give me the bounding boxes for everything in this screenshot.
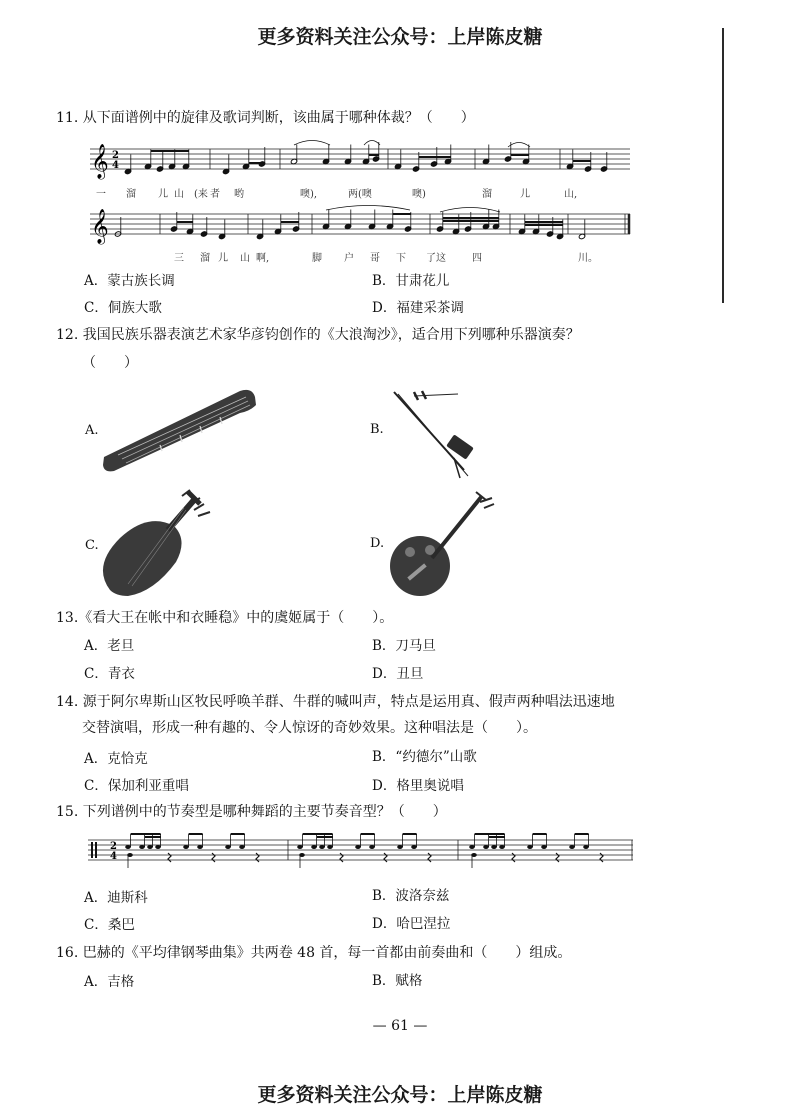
slur <box>364 141 380 146</box>
note-head <box>469 845 475 849</box>
lyric-syllable: (来 <box>194 189 208 200</box>
note-head <box>541 845 547 849</box>
question-16-text: 16. 巴赫的《平均律钢琴曲集》共两卷 48 首，每一首都由前奏曲和（ ）组成。 <box>56 945 572 961</box>
lyric-syllable: 山 <box>174 189 184 200</box>
q11-option-c: C．侗族大歌 <box>84 300 162 316</box>
note-head <box>155 845 161 849</box>
rest <box>512 853 515 862</box>
rest <box>168 853 171 862</box>
rest <box>212 853 215 862</box>
rest <box>384 853 387 862</box>
note-head <box>411 845 417 849</box>
lyric-syllable: 三 <box>174 253 184 264</box>
note-head <box>483 845 489 849</box>
lyric-syllable: 脚 <box>312 253 322 264</box>
rest <box>428 853 431 862</box>
slur <box>294 141 330 146</box>
header-banner: 更多资料关注公众号：上岸陈皮糖 <box>257 26 543 48</box>
slur <box>326 206 410 211</box>
lyric-syllable: 溜 <box>200 253 210 264</box>
q11-option-b: B．甘肃花儿 <box>372 273 450 289</box>
q13-option-b: B．刀马旦 <box>372 638 436 654</box>
q14-option-b: B．“约德尔”山歌 <box>372 749 477 765</box>
question-11-text: 11. 从下面谱例中的旋律及歌词判断，该曲属于哪种体裁？（ ） <box>56 110 475 126</box>
q14-option-d: D．格里奥说唱 <box>372 778 464 794</box>
lyric-syllable: 四 <box>472 253 482 264</box>
page-number: — 61 — <box>372 1018 428 1034</box>
lyric-syllable: 啊, <box>256 253 270 264</box>
margin-line <box>722 28 724 303</box>
footer-banner: 更多资料关注公众号：上岸陈皮糖 <box>257 1084 543 1106</box>
q15-option-a: A．迪斯科 <box>84 890 148 906</box>
rest <box>256 853 259 862</box>
q16-option-a: A．吉格 <box>84 974 135 990</box>
time-signature-bottom: 4 <box>110 851 117 862</box>
note-head <box>369 845 375 849</box>
note-head <box>225 845 231 849</box>
lyric-syllable: 户 <box>344 253 354 264</box>
q13-option-d: D．丑旦 <box>372 666 424 682</box>
note-head <box>197 845 203 849</box>
question-14-line-2: 交替演唱，形成一种有趣的、令人惊讶的奇妙效果。这种唱法是（ ）。 <box>82 720 537 736</box>
lyric-syllable: 了这 <box>426 253 446 264</box>
lyric-syllable: 溜 <box>482 189 492 200</box>
note-head <box>491 845 497 849</box>
lyric-syllable: 一 <box>96 189 106 200</box>
q12-option-d-label: D. <box>370 536 385 551</box>
treble-clef: 𝄞 <box>91 144 109 179</box>
pipa-image <box>98 488 228 598</box>
lyric-syllable: 儿 <box>520 189 530 200</box>
q15-option-d: D．哈巴涅拉 <box>372 916 451 932</box>
question-12-paren: （ ） <box>82 355 138 371</box>
erhu-image <box>388 388 488 486</box>
question-12-text: 12. 我国民族乐器表演艺术家华彦钧创作的《大浪淘沙》，适合用下列哪种乐器演奏？ <box>56 327 580 343</box>
note-head <box>397 845 403 849</box>
q14-option-c: C．保加利亚重唱 <box>84 778 189 794</box>
question-14-line-1: 14. 源于阿尔卑斯山区牧民呼唤羊群、牛群的喊叫声，特点是运用真、假声两种唱法迅速地 <box>56 694 615 710</box>
slur <box>508 143 530 148</box>
time-signature-top: 2 <box>110 841 117 852</box>
lyric-syllable: 山 <box>240 253 250 264</box>
rest <box>556 853 559 862</box>
time-signature-bottom: 4 <box>112 160 119 171</box>
lyric-syllable: 噢), <box>300 189 318 200</box>
note-head <box>139 845 145 849</box>
q15-option-b: B．波洛奈兹 <box>372 888 450 904</box>
rest <box>600 853 603 862</box>
lyric-syllable: 溜 <box>126 189 136 200</box>
note-head <box>147 845 153 849</box>
question-13-text: 13.《看大王在帐中和衣睡稳》中的虞姬属于（ ）。 <box>56 610 394 626</box>
note-head <box>319 845 325 849</box>
rhythm-score <box>88 828 638 873</box>
q16-option-b: B．赋格 <box>372 973 423 989</box>
lyric-syllable: 下 <box>396 253 406 264</box>
note-head <box>583 845 589 849</box>
lyric-syllable: 哟 <box>234 189 244 200</box>
note-head <box>239 845 245 849</box>
note-head <box>499 845 505 849</box>
ruan-image <box>388 488 498 600</box>
q15-option-c: C．桑巴 <box>84 917 135 933</box>
lyric-syllable: 噢) <box>412 189 426 200</box>
lyric-syllable: 者 <box>210 189 220 200</box>
time-signature-top: 2 <box>112 150 119 161</box>
note-head <box>297 845 303 849</box>
q11-option-d: D．福建采茶调 <box>372 300 464 316</box>
lyric-syllable: 两 <box>348 189 358 200</box>
note-head <box>527 845 533 849</box>
rest <box>340 853 343 862</box>
lyric-syllable: 川。 <box>578 253 598 264</box>
guzheng-image <box>100 385 260 475</box>
q11-option-a: A．蒙古族长调 <box>84 273 175 289</box>
score-line-2 <box>90 200 630 270</box>
q12-option-b-label: B. <box>370 422 384 437</box>
note-head <box>327 845 333 849</box>
q13-option-c: C．青衣 <box>84 666 135 682</box>
note-head <box>183 845 189 849</box>
lyric-syllable: 儿 <box>218 253 228 264</box>
note-head <box>311 845 317 849</box>
q14-option-a: A．克恰克 <box>84 751 148 767</box>
q12-option-c-label: C. <box>85 538 99 553</box>
note-head <box>125 845 131 849</box>
lyric-syllable: 儿 <box>158 189 168 200</box>
note-head <box>569 845 575 849</box>
slur <box>440 208 500 213</box>
question-15-text: 15. 下列谱例中的节奏型是哪种舞蹈的主要节奏音型？（ ） <box>56 804 447 820</box>
treble-clef: 𝄞 <box>91 209 109 244</box>
lyric-syllable: 哥 <box>370 253 380 264</box>
lyric-syllable: 山, <box>564 189 578 200</box>
note-head <box>355 845 361 849</box>
q13-option-a: A．老旦 <box>84 638 135 654</box>
lyric-syllable: (噢 <box>358 189 372 200</box>
q12-option-a-label: A. <box>85 423 99 438</box>
